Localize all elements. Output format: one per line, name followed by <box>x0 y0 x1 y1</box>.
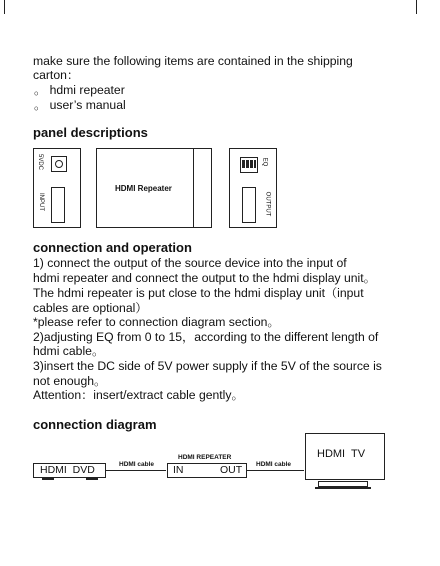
dip-key <box>254 160 256 168</box>
intro-item-2 <box>34 98 126 113</box>
hdmi-port-out <box>242 187 256 223</box>
output-panel <box>229 148 277 228</box>
crop-mark-right <box>416 0 417 14</box>
eq-dip-switch <box>240 157 258 173</box>
output-label: OUTPUT <box>264 191 271 217</box>
tv-label: HDMI TV <box>317 448 366 460</box>
repeater-body <box>96 148 212 228</box>
intro-item-1 <box>34 83 125 98</box>
op-line: 2)adjusting EQ from 0 to 15，according to the different length of <box>33 330 379 344</box>
dc-jack <box>51 156 67 172</box>
operation-heading: connection and operation <box>33 240 192 255</box>
eq-label: EQ <box>261 157 268 167</box>
intro-line-2: carton： <box>33 68 80 82</box>
out-label: OUT <box>220 464 243 476</box>
input-label: INPUT <box>38 193 44 211</box>
repeater-title: HDMI REPEATER <box>178 454 232 461</box>
dc-jack-core <box>55 160 63 168</box>
input-panel <box>33 148 81 228</box>
in-label: IN <box>173 464 184 476</box>
cable-label-2: HDMI cable <box>256 461 292 468</box>
bullet: 。 <box>34 83 47 97</box>
op-line: cables are optional） <box>33 301 148 315</box>
op-line: The hdmi repeater is put close to the hdmi display unit（input <box>33 286 364 300</box>
dip-key <box>246 160 249 168</box>
dc-label: 5VDC <box>37 153 44 171</box>
tv-base <box>315 487 371 489</box>
diagram-heading: connection diagram <box>33 417 157 432</box>
tv-screen <box>305 433 385 480</box>
op-line: 3)insert the DC side of 5V power supply if the 5V of the source is <box>33 359 382 373</box>
dip-key <box>242 160 245 168</box>
op-line: hdmi repeater and connect the output to the hdmi display unit。 <box>33 271 376 285</box>
panel-heading: panel descriptions <box>33 125 148 140</box>
item-label: user’s manual <box>49 98 126 112</box>
item-label: hdmi repeater <box>49 83 125 97</box>
bullet: 。 <box>34 98 47 112</box>
dip-key <box>250 160 253 168</box>
cable-line-1 <box>106 470 166 471</box>
dvd-foot-left <box>42 478 54 480</box>
op-line: Attention：insert/extract cable gently。 <box>33 388 244 402</box>
cable-line-2 <box>247 470 304 471</box>
repeater-label: HDMI Repeater <box>115 184 172 193</box>
cable-label-1: HDMI cable <box>119 461 155 468</box>
dvd-foot-right <box>86 478 98 480</box>
intro-line-1: make sure the following items are contained in the shipping <box>33 54 353 68</box>
op-line: not enough。 <box>33 374 107 388</box>
op-line: 1) connect the output of the source device into the input of <box>33 256 347 270</box>
repeater-edge <box>193 149 194 227</box>
crop-mark-left <box>4 0 5 14</box>
dvd-label: HDMI DVD <box>40 464 95 476</box>
repeater-box <box>167 463 247 478</box>
hdmi-port-in <box>51 187 65 223</box>
op-line: *please refer to connection diagram section。 <box>33 315 280 329</box>
dvd-box <box>33 463 106 478</box>
op-line: hdmi cable。 <box>33 344 105 358</box>
